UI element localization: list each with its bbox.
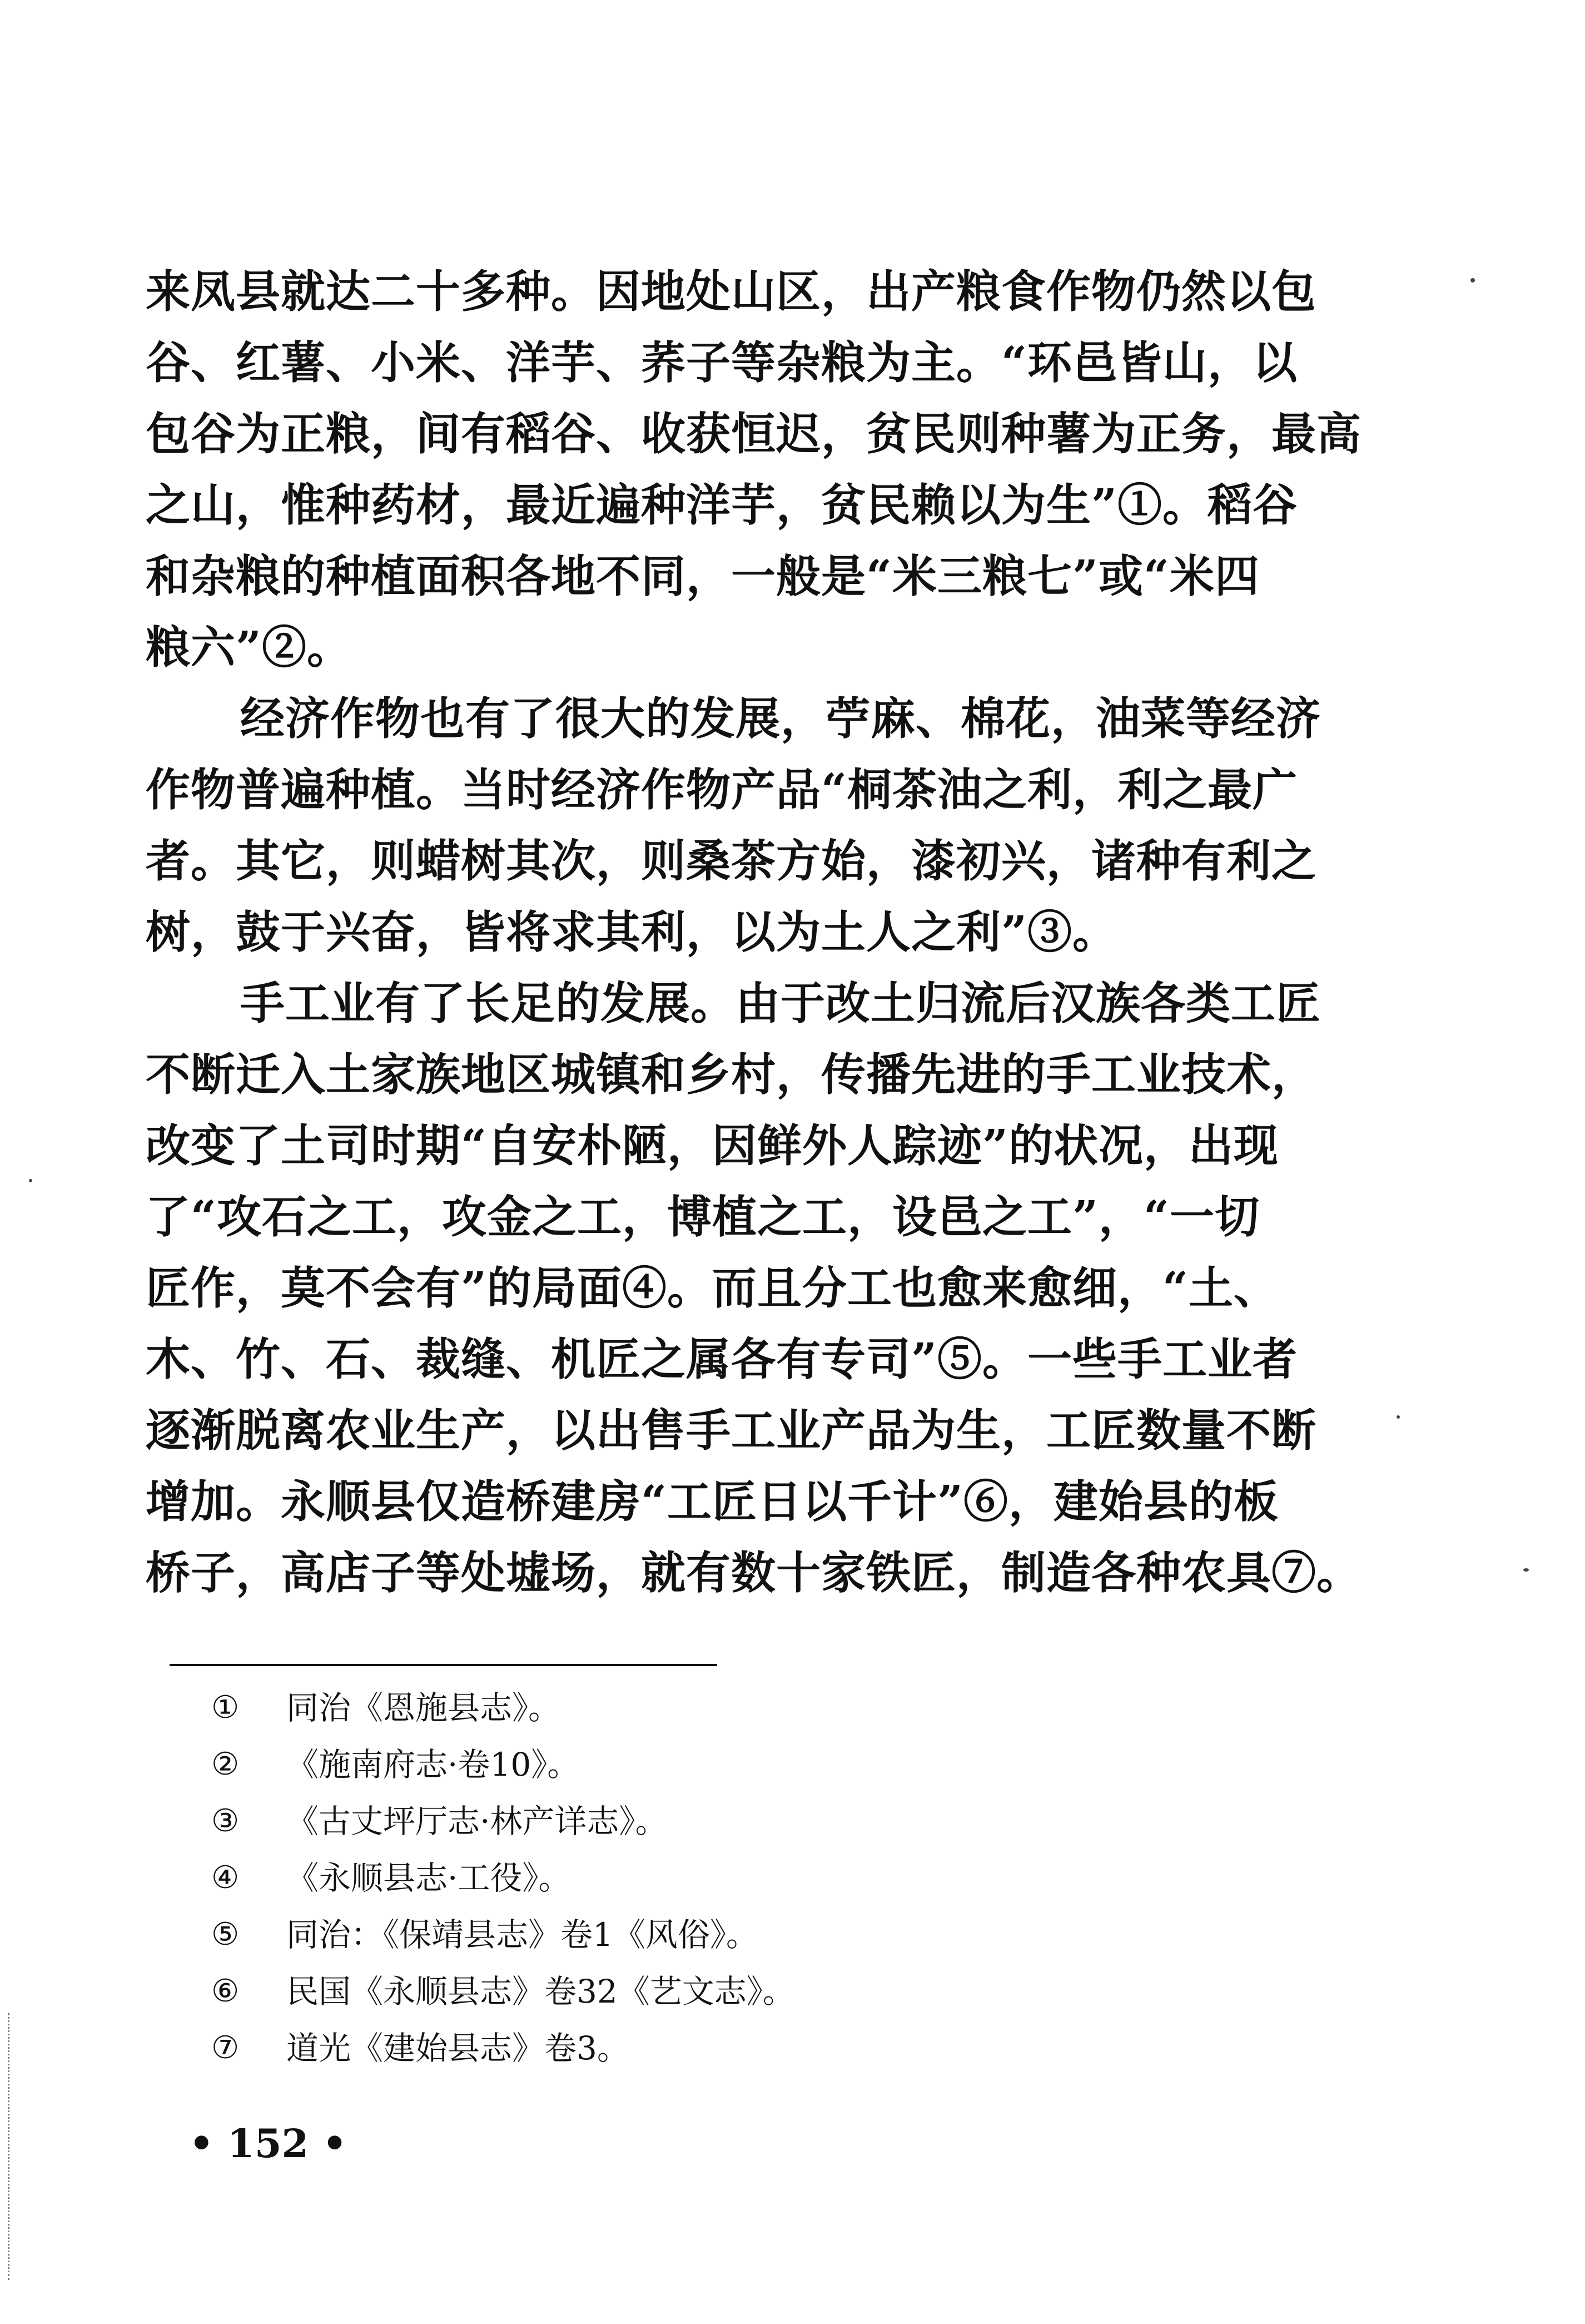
- footnote-number: ⑦: [211, 2030, 240, 2066]
- text-line: 桥子，高店子等处墟场，就有数十家铁匠，制造各种农具⑦。: [146, 1547, 1362, 1599]
- text-line: 作物普遍种植。当时经济作物产品“桐茶油之利，利之最广: [146, 764, 1298, 816]
- paragraph-2: [146, 683, 1380, 968]
- text-line: 木、竹、石、裁缝、机匠之属各有专司”⑤。一些手工业者: [146, 1333, 1298, 1385]
- footnote-item: [211, 1963, 1268, 2020]
- main-text: [146, 256, 1380, 1608]
- footnote-text: 《永顺县志·工役》。: [286, 1859, 571, 1897]
- text-line: 经济作物也有了很大的发展，苧麻、棉花，油菜等经济: [240, 692, 1321, 745]
- footnote-text: 同治《恩施县志》。: [286, 1689, 561, 1727]
- footnote-text: 民国《永顺县志》卷32《艺文志》。: [286, 1973, 795, 2010]
- text-line: 手工业有了长足的发展。由于改土归流后汉族各类工匠: [240, 977, 1321, 1029]
- text-line: 粮六”②。: [146, 621, 352, 673]
- paragraph-3: [146, 968, 1380, 1608]
- scan-speck: [1523, 1568, 1529, 1572]
- scan-speck: [29, 1179, 32, 1182]
- footnote-text: 同治：《保靖县志》卷1《风俗》。: [286, 1916, 758, 1954]
- text-line: 包谷为正粮，间有稻谷、收获恒迟，贫民则种薯为正务，最高: [146, 408, 1362, 460]
- footnote-number: ⑤: [211, 1916, 240, 1953]
- text-line: 谷、红薯、小米、洋芋、荞子等杂粮为主。“环邑皆山，以: [146, 336, 1298, 389]
- scan-edge-mark: [8, 2013, 9, 2280]
- text-line: 来凤县就达二十多种。因地处山区，出产粮食作物仍然以包: [146, 265, 1316, 318]
- footnote-number: ③: [211, 1803, 240, 1839]
- footnote-item: [211, 1850, 1268, 1906]
- text-line: 了“攻石之工，攻金之工，博植之工，设邑之工”，“一切: [146, 1191, 1260, 1243]
- text-line: 匠作，莫不会有”的局面④。而且分工也愈来愈细，“土、: [146, 1262, 1279, 1314]
- footnote-number: ①: [211, 1689, 240, 1726]
- page-number: • 152 •: [189, 2120, 347, 2167]
- footnote-item: [211, 2020, 1268, 2077]
- footnote-item: [211, 1736, 1268, 1793]
- footnote-divider: [170, 1664, 717, 1666]
- text-line: 之山，惟种药材，最近遍种洋芋，贫民赖以为生”①。稻谷: [146, 479, 1298, 531]
- footnote-item: [211, 1793, 1268, 1850]
- text-line: 者。其它，则蜡树其次，则桑茶方始，漆初兴，诸种有利之: [146, 835, 1316, 887]
- footnote-item: [211, 1906, 1268, 1963]
- text-line: 逐渐脱离农业生产，以出售手工业产品为生，工匠数量不断: [146, 1404, 1316, 1456]
- text-line: 和杂粮的种植面积各地不同，一般是“米三粮七”或“米四: [146, 550, 1260, 602]
- scan-speck: [1397, 1415, 1400, 1419]
- footnotes: [211, 1679, 1268, 2077]
- text-line: 不断迁入土家族地区城镇和乡村，传播先进的手工业技术，: [146, 1048, 1316, 1101]
- footnote-number: ②: [211, 1746, 240, 1782]
- text-line: 改变了土司时期“自安朴陋，因鲜外人踪迹”的状况，出现: [146, 1119, 1279, 1172]
- paragraph-1: [146, 256, 1380, 683]
- footnote-text: 《古丈坪厅志·林产详志》。: [286, 1802, 668, 1840]
- scan-speck: [1470, 278, 1475, 283]
- footnote-item: [211, 1679, 1268, 1736]
- text-line: 树，鼓于兴奋，皆将求其利，以为土人之利”③。: [146, 906, 1118, 958]
- footnote-number: ⑥: [211, 1973, 240, 2009]
- text-line: 增加。永顺县仅造桥建房“工匠日以千计”⑥，建始县的板: [146, 1475, 1279, 1528]
- footnote-number: ④: [211, 1860, 240, 1896]
- footnote-text: 《施南府志·卷10》。: [286, 1746, 580, 1783]
- footnote-text: 道光《建始县志》卷3。: [286, 2029, 629, 2067]
